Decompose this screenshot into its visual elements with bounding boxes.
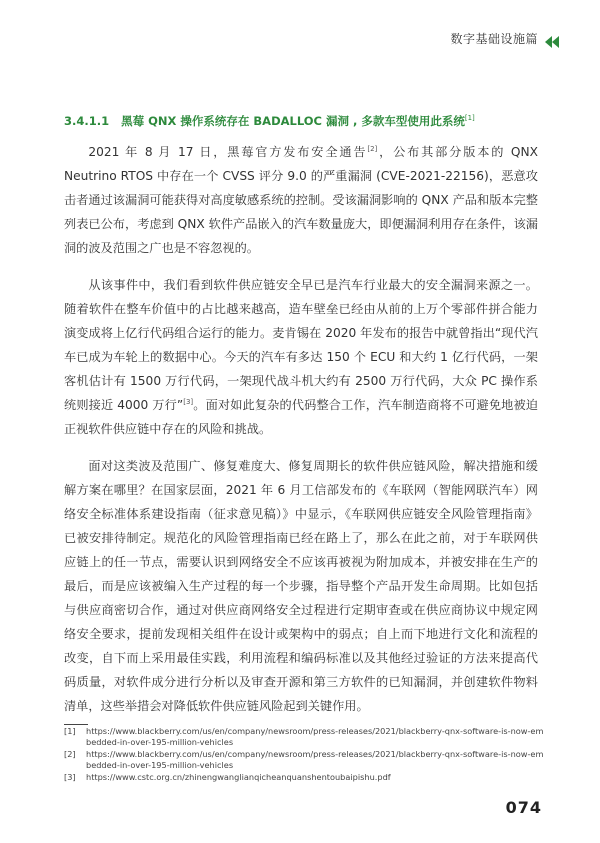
double-chevron-left-icon bbox=[544, 33, 560, 45]
paragraph-1-ref: [2] bbox=[367, 144, 378, 153]
paragraph-2-text-a: 从该事件中，我们看到软件供应链安全早已是汽车行业最大的安全漏洞来源之一。随着软件在整车价值中的占比越来越高，造车壁垒已经由从前的上万个零部件拼合能力演变成将上亿行代码组合运行的能力。麦肯锡在 2020 年发布的报告中就曾指出“现代汽车已成为车轮上的数据中心。今天的汽车有多达 150 个 ECU 和大约 1 亿行代码，一架客机估计有 1500 万行代码，一架现代战斗机大约有 2500 万行代码，大众 PC 操作系统则接近 4000 万行” bbox=[64, 278, 538, 412]
footnote-link[interactable]: https://www.blackberry.com/us/en/company/newsroom/press-releases/2021/blackberry-qnx-software-is-now-embedded-in-over-195-million-vehicles bbox=[86, 726, 544, 747]
paragraph-2 bbox=[64, 273, 538, 441]
paragraph-1-text-b: ，公布其部分版本的 QNX Neutrino RTOS 中存在一个 CVSS 评分 9.0 的严重漏洞 (CVE-2021-22156)，恶意攻击者通过该漏洞可能获得对高度敏感系统的控制。受该漏洞影响的 QNX 产品和版本完整列表已公布，考虑到 QNX 软件产品嵌入的汽车数量庞大，即便漏洞利用存在条件，该漏洞的波及范围之广也是不容忽视的。 bbox=[64, 145, 538, 255]
footnote-number: [2] bbox=[64, 749, 76, 759]
footnote-rule bbox=[64, 724, 88, 725]
paragraph-2-ref: [3] bbox=[183, 397, 194, 406]
page-header bbox=[450, 30, 560, 47]
footnote-link[interactable]: https://www.cstc.org.cn/zhinengwanglianqicheanquanshentoubaipishu.pdf bbox=[86, 772, 391, 782]
section-number: 3.4.1.1 bbox=[64, 113, 110, 128]
header-title: 数字基础设施篇 bbox=[450, 32, 538, 46]
footnote-number: [3] bbox=[64, 772, 76, 782]
section-heading bbox=[64, 110, 544, 129]
footnote-number: [1] bbox=[64, 726, 76, 736]
footnotes bbox=[64, 724, 544, 784]
footnote-3 bbox=[64, 772, 544, 783]
section-title-text: 黑莓 QNX 操作系统存在 BADALLOC 漏洞 , 多款车型使用此系统 bbox=[121, 113, 465, 128]
body-text bbox=[64, 140, 538, 731]
section-title-ref: [1] bbox=[464, 114, 475, 122]
page-number: 074 bbox=[505, 798, 542, 817]
paragraph-1-text-a: 2021 年 8 月 17 日，黑莓官方发布安全通告 bbox=[88, 145, 368, 159]
paragraph-3-text-a: 面对这类波及范围广、修复难度大、修复周期长的软件供应链风险，解决措施和缓解方案在哪里？在国家层面，2021 年 6 月工信部发布的《车联网（智能网联汽车）网络安全标准体系建设指南（征求意见稿）》中显示，《车联网供应链安全风险管理指南》已被安排待制定。规范化的风险管理指南已经在路上了，那么在此之前，对于车联网供应链上的任一节点，需要认识到网络安全不应该再被视为附加成本，并被安排在生产的最后，而是应该被编入生产过程的每一个步骤，指导整个产品开发生命周期。比如包括与供应商密切合作，通过对供应商网络安全过程进行定期审查或在供应商协议中规定网络安全要求，提前发现相关组件在设计或架构中的弱点；自上而下地进行文化和流程的改变，自下而上采用最佳实践，利用流程和编码标准以及其他经过验证的方法来提高代码质量，对软件成分进行分析以及审查开源和第三方软件的已知漏洞，并创建软件物料清单，这些举措会对降低软件供应链风险起到关键作用。 bbox=[64, 459, 538, 713]
footnote-link[interactable]: https://www.blackberry.com/us/en/company/newsroom/press-releases/2021/blackberry-qnx-software-is-now-embedded-in-over-195-million-vehicles bbox=[86, 749, 544, 770]
paragraph-3 bbox=[64, 454, 538, 718]
paragraph-2-text-b: 。面对如此复杂的代码整合工作，汽车制造商将不可避免地被迫正视软件供应链中存在的风险和挑战。 bbox=[64, 398, 538, 436]
footnote-2 bbox=[64, 749, 544, 771]
footnote-1 bbox=[64, 726, 544, 748]
paragraph-1 bbox=[64, 140, 538, 260]
